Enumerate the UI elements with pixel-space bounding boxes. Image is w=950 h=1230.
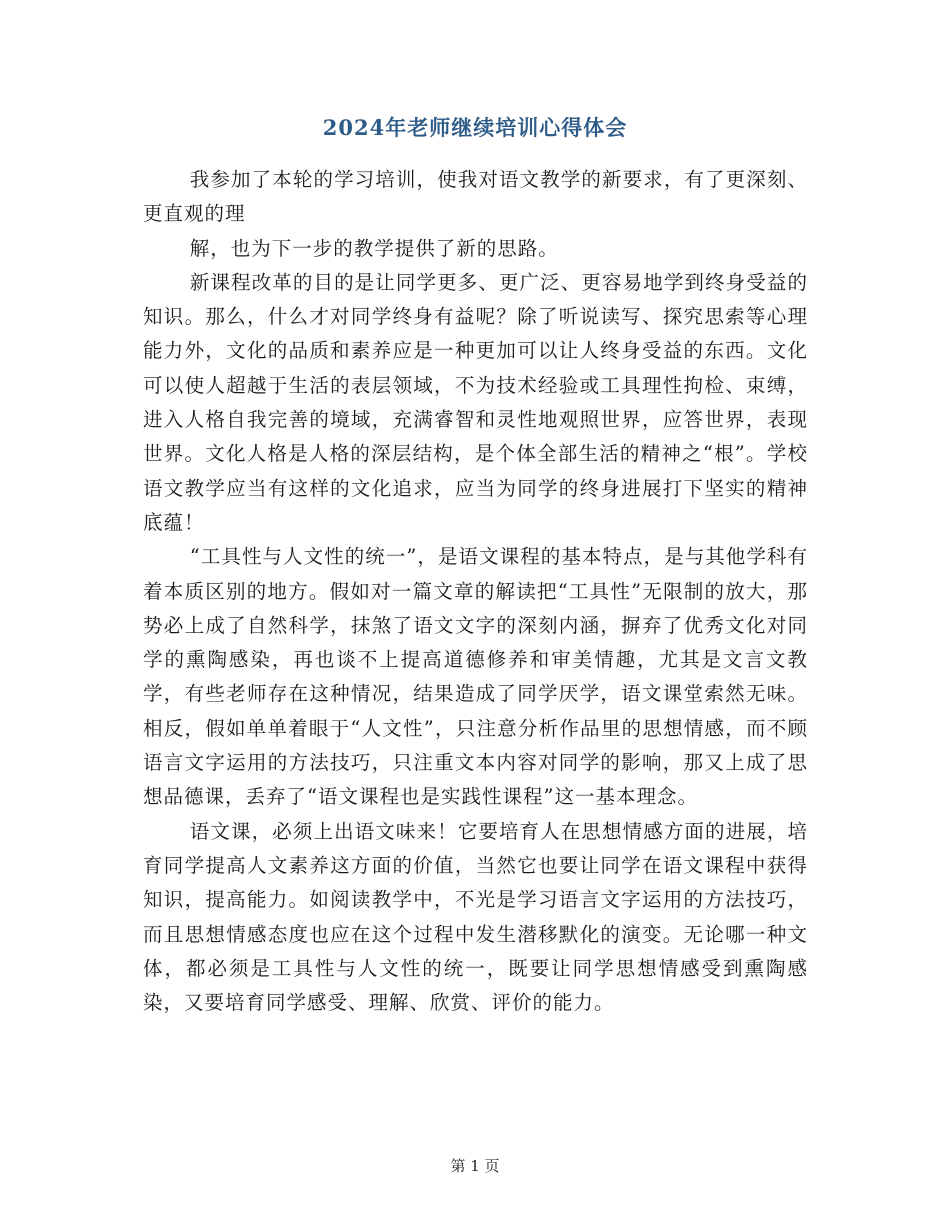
paragraph-1-continuation: 解，也为下一步的教学提供了新的思路。 <box>189 236 559 260</box>
page-number: 第 1 页 <box>450 1157 500 1175</box>
paragraph-2: 新课程改革的目的是让同学更多、更广泛、更容易地学到终身受益的知识。那么，什么才对同学终身有益呢？除了听说读写、探究思索等心理能力外，文化的品质和素养应是一种更加可以让人终身受益的东西。文化可以使人超越于生活的表层领域，不为技术经验或工具理性拘检、束缚，进入人格自我完善的境域，充满睿智和灵性地观照世界，应答世界，表现世界。文化人格是人格的深层结构，是个体全部生活的精神之“根”。学校语文教学应当有这样的文化追求，应当为同学的终身进展打下坚实的精神底蕴！ <box>143 270 808 534</box>
document-title: 2024年老师继续培训心得体会 <box>322 115 628 140</box>
paragraph-1: 我参加了本轮的学习培训，使我对语文教学的新要求，有了更深刻、更直观的理 <box>143 168 808 226</box>
paragraph-3: “工具性与人文性的统一”，是语文课程的基本特点，是与其他学科有着本质区别的地方。假如对一篇文章的解读把“工具性”无限制的放大，那势必上成了自然科学，抹煞了语文文字的深刻内涵，摒弃了优秀文化对同学的熏陶感染，再也谈不上提高道德修养和审美情趣，尤其是文言文教学，有些老师存在这种情况，结果造成了同学厌学，语文课堂索然无味。相反，假如单单着眼于“人文性”，只注意分析作品里的思想情感，而不顾语言文字运用的方法技巧，只注重文本内容对同学的影响，那又上成了思想品德课，丢弃了“语文课程也是实践性课程”这一基本理念。 <box>143 545 808 809</box>
paragraph-4: 语文课，必须上出语文味来！它要培育人在思想情感方面的进展，培育同学提高人文素养这方面的价值，当然它也要让同学在语文课程中获得知识，提高能力。如阅读教学中，不光是学习语言文字运用的方法技巧，而且思想情感态度也应在这个过程中发生潜移默化的演变。无论哪一种文体，都必须是工具性与人文性的统一，既要让同学思想情感受到熏陶感染，又要培育同学感受、理解、欣赏、评价的能力。 <box>143 819 808 1015</box>
document-body <box>143 163 808 1020</box>
